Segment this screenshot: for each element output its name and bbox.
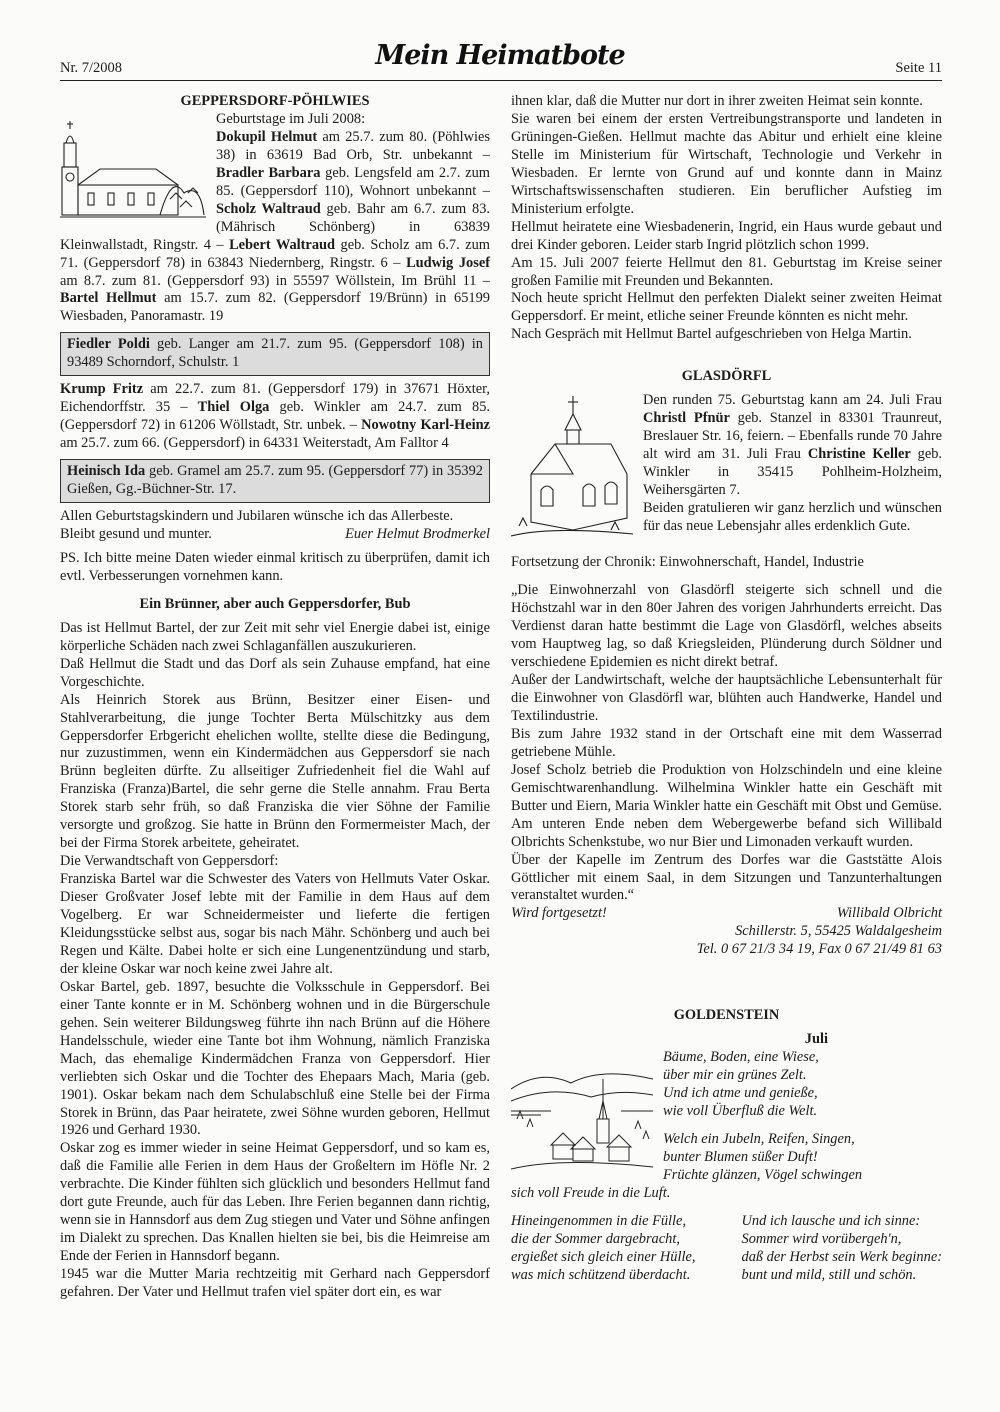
poem-title: Juli [804,1031,828,1048]
article-paragraph: Nach Gespräch mit Hellmut Bartel aufgeschrieben von Helga Martin. [511,326,912,343]
postscript: PS. Ich bitte meine Daten wieder einmal kritisch zu überprüfen, damit ich evtl. Verbesserungen vornehmen kann. [60,549,490,584]
birthday-list-mid [60,381,490,453]
name-scholz: Scholz Waltraud [216,200,321,217]
highlight-box-fiedler [60,332,490,376]
right-column [511,93,942,1285]
name-lebert: Lebert Waltraud [229,236,336,253]
article-paragraph: Oskar zog es immer wieder in seine Heimat Geppersdorf, und so kam es, daß die Familie alle Ferien in dem Haus der Großeltern im Höfle Nr. 2 verbrachte. Die Kinder fühlten sich glücklich und besonders Hellmut fand dort gute Freunde, auch für das Leben. Ihre Ferien begannen dann richtig, wenn sie in Hannsdorf aus dem Zug stiegen und Vater und Söhne anfingen im Dialekt zu sprechen. Das Knallen hielten sie bei, bis die Heimreise am Ende der Ferien in Hannsdorf begann. [60,1140,490,1265]
entry-text: geb. Bahr am 6.7. zum 83. (Mährisch Schönberg) in 63839 Kleinwallstadt, Ringstr. 4 – [60,200,490,253]
left-column [60,93,490,1302]
name-heinisch: Heinisch Ida [67,463,146,480]
entry-text: am 25.7. zum 80. (Pöhlwies 38) in 63619 Bad Orb, Str. unbekannt – [216,128,490,163]
chapel-illustration-glasdoerfl [511,394,633,542]
chronicle-paragraph: Über der Kapelle im Zentrum des Dorfes war die Gaststätte Alois Göttlicher mit einem Saal, in dem Sitzungen und Tanzunterhaltungen veranstaltet wurden.“ [511,851,942,904]
entry-text: geb. Scholz am 6.7. zum 71. (Geppersdorf 78) in 63843 Niedernberg, Ringstr. 6 – [60,236,490,271]
article-paragraph: Noch heute spricht Hellmut den perfekten Dialekt seiner zweiten Heimat Geppersdorf. Er meint, etliche seiner Freunde könnten es nicht mehr. [511,290,942,325]
chapel-drawing-icon [511,394,633,542]
village-illustration-goldenstein [511,1049,653,1179]
entry-text: am 8.7. zum 81. (Geppersdorf 93) in 55597 Wöllstein, Im Brühl 11 – [60,272,490,289]
entry-text: am 15.7. zum 82. (Geppersdorf 19/Brünn) in 65199 Wiesbaden, Panoramastr. 19 [60,290,490,325]
article-paragraph: Daß Hellmut die Stadt und das Dorf als sein Zuhause empfand, hat eine Vorgeschichte. [60,655,490,690]
wishes-signature-row [60,526,490,544]
poem-line: daß der Herbst sein Werk beginne: [741,1248,942,1265]
poem-line: Bäume, Boden, eine Wiese, [663,1049,819,1066]
article-paragraph: ihnen klar, daß die Mutter nur dort in ihrer zweiten Heimat sein konnte. [511,93,923,109]
poem-line: was mich schützend überdacht. [511,1266,691,1283]
poem-line: Und ich atme und genieße, [663,1085,818,1102]
poem-line: bunter Blumen süßer Duft! [663,1148,818,1165]
article-paragraph: Das ist Hellmut Bartel, der zur Zeit mit sehr viel Energie dabei ist, einige körperliche Schäden nach zwei Schlaganfällen auszukurieren. [60,619,490,654]
name-ludwig: Ludwig Josef [406,254,490,271]
chronicle-author: Willibald Olbricht [836,905,942,922]
article-paragraph: Oskar Bartel, geb. 1897, besuchte die Volksschule in Geppersdorf. Bei einer Tante konnte er in M. Schönberg wohnen und in die Bürgerschule gehen. Sein weiterer Bildungsweg führte ihn nach Brünn auf die Höhere Handelsschule, wieder eine Tante bot ihm Wohnung, nämlich Franziska Mach, das ehemalige Kindermädchen Franza von Geppersdorf. Hier verliebten sich Oskar und die Tochter des Ehepaars Mach, Maria (geb. 1901). Oskar bekam nach dem Schulabschluß eine Stelle bei der Firma Storek in Brünn, das Paar heiratete, zwei Söhne wurden geboren, Hellmut 1926 und Gerhard 1930. [60,978,490,1139]
header-rule [60,80,942,81]
entry-text: am 25.7. zum 66. (Geppersdorf) in 64331 Weiterstadt, Am Falltor 4 [60,435,449,452]
entry-text: geb. Winkler in 35415 Pohlheim-Holzheim, Weihersgärten 7. [643,446,943,499]
church-drawing-icon [60,113,206,223]
poem-line: Hineingenommen in die Fülle, [511,1212,687,1229]
wishes-signature: Euer Helmut Brodmerkel [345,525,490,542]
article-paragraph: 1945 war die Mutter Maria rechtzeitig mit Gerhard nach Geppersdorf gefahren. Der Vater und Hellmut trafen viel später dort ein, es war [60,1266,490,1301]
masthead-logo: Mein Heimatbote [375,40,625,71]
entry-text: geb. Stanzel in 83301 Traunreut, Breslauer Str. 16, feiern. – Ebenfalls runde 70 Jahre alt wird am 31. Juli Frau [643,410,942,463]
chronicle-paragraph: Außer der Landwirtschaft, welche der hauptsächliche Lebensunterhalt für die Einwohner von Glasdörfl war, blühten auch Handwerke, Handel und Textilindustrie. [511,672,942,724]
section-title-glasdoerfl: GLASDÖRFL [681,368,772,385]
issue-number: Nr. 7/2008 [60,60,123,76]
name-thiel: Thiel Olga [197,399,270,416]
wishes-text-2: Bleibt gesund und munter. [60,525,212,542]
name-bradler: Bradler Barbara [216,164,321,181]
poem-line: bunt und mild, still und schön. [741,1266,917,1283]
poem-line: Welch ein Jubeln, Reifen, Singen, [663,1130,855,1147]
chronicle-paragraph: „Die Einwohnerzahl von Glasdörfl steigerte sich schnell und die Höchstzahl war in den 80er Jahren des vorigen Jahrhunderts erreicht. Das Verdienst daran hatte bestimmt die Lage von Glasdörfl, welches abseits vom Hauptweg lag, so daß Kriegsleiden, Plünderung durch Söldner und verschiedene Epidemien es nicht direkt betraf. [511,582,942,671]
poem-line: Früchte glänzen, Vögel schwingen [663,1166,863,1183]
entry-text: am 22.7. zum 81. (Geppersdorf 179) in 37671 Höxter, Eichendorffstr. 35 – [60,381,490,416]
poem-line: Und ich lausche und ich sinne: [741,1212,921,1229]
article-paragraph: Die Verwandtschaft von Geppersdorf: [60,853,279,870]
page-number: Seite 11 [895,60,942,76]
name-krump: Krump Fritz [60,381,144,398]
name-bartel: Bartel Hellmut [60,290,157,307]
entry-text: geb. Winkler am 24.7. zum 85. (Geppersdorf 72) in 61206 Wöllstadt, Str. unbek. – [60,399,490,434]
article-paragraph: Sie waren bei einem der ersten Vertreibungstransporte und landeten in Grüningen-Gießen. Hellmut machte das Abitur und erhielt eine kleine Stelle im Ministerium für Wirtschaft, Technologie und Verkehr in Wiesbaden. Er lernte von Grund auf und konnte dann in Mainz Wirtschaftswissenschaften studieren. Ein beruflicher Aufstieg im Ministerium erfolgte. [511,110,942,217]
chronicle-paragraph: Josef Scholz betrieb die Produktion von Holzschindeln und eine kleine Gemischtwarenhandlung. Wilhelmina Winkler hatte ein Geschäft mit Butter und Eiern, Maria Winkler hatte ein Geschäft mit Obst und Gemüse. Am unteren Ende neben dem Webergewerbe befand sich Willibald Olbrichts Schenkstube, wo nur Bier und Limonaden verkauft wurden. [511,761,942,850]
poem-line: wie voll Überfluß die Welt. [663,1103,818,1120]
poem-line: Sommer wird vorübergeh'n, [741,1230,902,1247]
poem-stanza-4 [742,1213,943,1285]
congratulations-text: Beiden gratulieren wir ganz herzlich und wünschen für das neue Lebensjahr alles erdenklich Gute. [643,500,942,534]
name-nowotny: Nowotny Karl-Heinz [361,417,490,434]
village-drawing-icon [511,1049,653,1179]
article-paragraph: Hellmut heiratete eine Wiesbadenerin, Ingrid, ein Haus wurde gebaut und drei Kinder geboren. Leider starb Ingrid plötzlich schon 1999. [511,218,942,253]
church-illustration-geppersdorf [60,113,206,223]
chronicle-paragraph: Bis zum Jahre 1932 stand in der Ortschaft eine mit dem Wasserrad getriebene Mühle. [511,725,942,760]
section-title-goldenstein: GOLDENSTEIN [673,1007,780,1024]
entry-text: geb. Langer am 21.7. zum 95. (Geppersdorf 108) in 93489 Schorndorf, Schulstr. 1 [67,336,483,371]
article-paragraph: Franziska Bartel war die Schwester des Vaters von Hellmuts Vater Oskar. Dieser Großvater Josef lebte mit der Familie in dem Haus auf dem Vogelberg. Er war Schneidermeister und lieferte die fertigen Kleidungsstücke selbst aus, sogar bis nach Mähr. Schönberg und auch bei Regen und Kälte. Dabei holte er sich eine Lungenentzündung und starb, der kleine Oskar war noch keine zwei Jahre alt. [60,871,490,977]
poem-line: über mir ein grünes Zelt. [663,1067,807,1084]
entry-text: Den runden 75. Geburtstag kann am 24. Juli Frau [643,392,942,409]
entry-text: geb. Lengsfeld am 2.7. zum 85. (Geppersdorf 110), Wohnort unbekannt – [216,164,490,199]
section-title-geppersdorf: GEPPERSDORF-PÖHLWIES [180,93,370,109]
birthday-intro: Geburtstage im Juli 2008: [216,110,366,127]
poem-line: sich voll Freude in die Luft. [511,1184,671,1201]
author-address: Schillerstr. 5, 55425 Waldalgesheim [735,923,942,940]
name-fiedler: Fiedler Poldi [67,336,150,353]
name-dokupil: Dokupil Helmut [216,128,318,145]
continued-note: Wird fortgesetzt! [511,905,607,922]
name-keller: Christine Keller [807,446,911,463]
poem-final-stanzas [511,1213,942,1285]
wishes-text: Allen Geburtstagskindern und Jubilaren wünsche ich das Allerbeste. [60,508,454,525]
poem-stanza-3 [511,1213,696,1285]
author-phone: Tel. 0 67 21/3 34 19, Fax 0 67 21/49 81 63 [696,941,942,958]
article-paragraph: Am 15. Juli 2007 feierte Hellmut den 81. Geburtstag im Kreise seiner großen Familie mit Freunden und Bekannten. [511,254,942,289]
article-title: Ein Brünner, aber auch Geppersdorfer, Bub [139,595,411,612]
entry-text: geb. Gramel am 25.7. zum 95. (Geppersdorf 77) in 35392 Gießen, Gg.-Büchner-Str. 17. [67,463,484,498]
poem-line: die der Sommer dargebracht, [511,1230,680,1247]
article-paragraph: Als Heinrich Storek aus Brünn, Besitzer einer Eisen- und Stahlverarbeitung, die junge Tochter Berta Mülschitzky aus dem Geppersdorfer Erbgericht ehelichen wollte, stellte diese die Bedingung, nur zuzustimmen, wenn ein Kindermädchen aus Geppersdorf sie nach Brünn begleiten dürfte. Zu allseitiger Zufriedenheit fiel die Wahl auf Franziska (Franza)Bartel, die sehr gerne die Stelle annahm. Frau Berta Storek starb sehr früh, so daß Franziska die vier Söhne der Familie versorgte und großzog. Sie hatte in Brünn den Formermeister Mach, der bei der Firma Storek arbeitete, geheiratet. [60,691,490,852]
highlight-box-heinisch [60,459,490,503]
chronicle-intro: Fortsetzung der Chronik: Einwohnerschaft, Handel, Industrie [511,554,864,571]
poem-line: ergießet sich gleich einer Hülle, [511,1248,696,1265]
chronicle-footer-row [511,905,942,923]
name-pfnuer: Christl Pfnür [643,410,730,427]
